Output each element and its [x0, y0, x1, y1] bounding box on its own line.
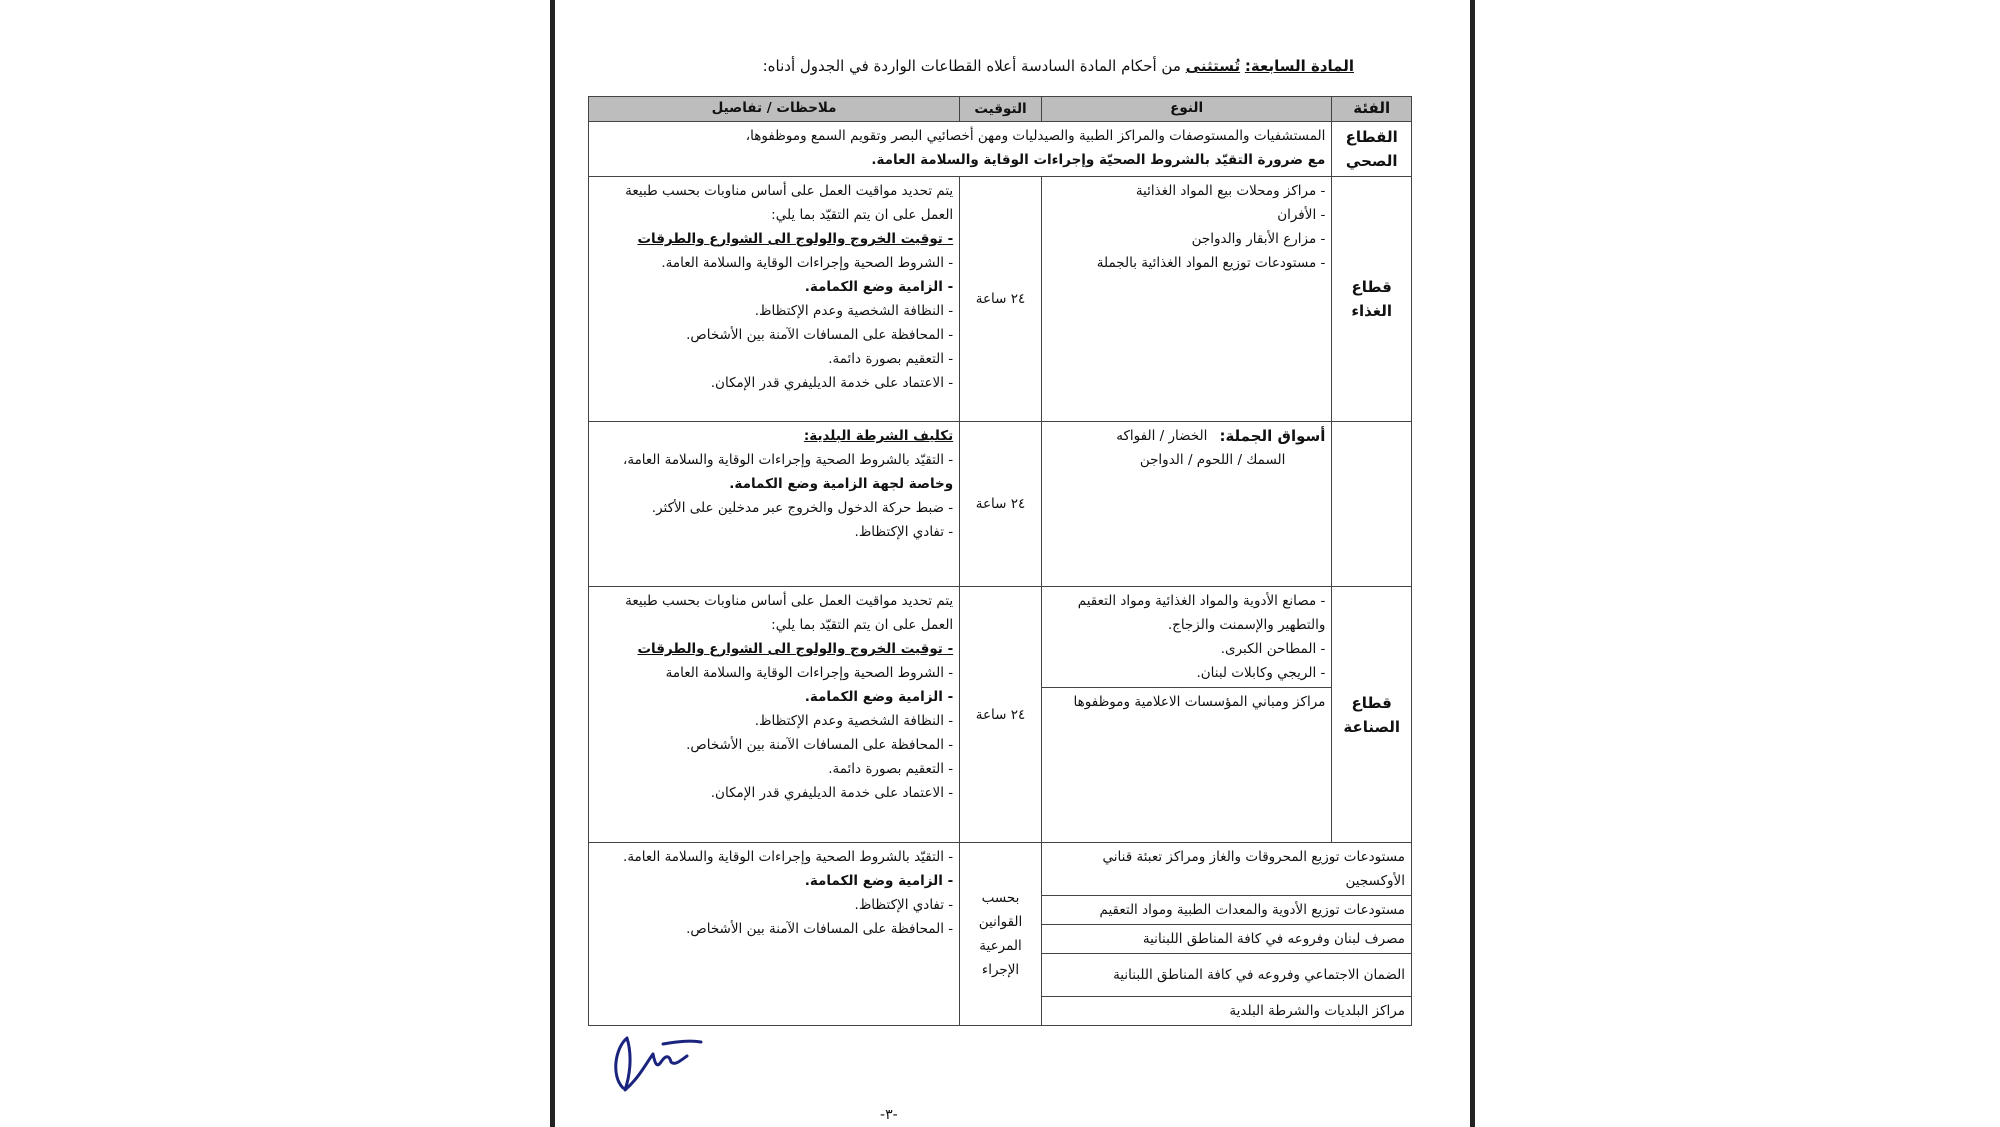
wholesale-note-1b: وخاصة لجهة الزامية وضع الكمامة.	[729, 476, 954, 492]
list-item: - الاعتماد على خدمة الديليفري قدر الإمكان.	[595, 371, 953, 395]
table-row	[589, 122, 1412, 177]
wholesale-line-2: السمك / اللحوم / الدواجن	[1139, 452, 1286, 468]
industry-types	[1041, 587, 1332, 688]
table-row	[589, 177, 1412, 422]
list-item: - مزارع الأبقار والدواجن	[1048, 227, 1326, 251]
list-item: - تفادي الإكتظاظ.	[595, 520, 953, 544]
list-item: - الأفران	[1048, 203, 1326, 227]
list-item: - تفادي الإكتظاظ.	[595, 893, 953, 917]
list-item: - الشروط الصحية وإجراءات الوقاية والسلامة العامة	[595, 661, 953, 685]
wholesale-note-1a: التقيّد بالشروط الصحية وإجراءات الوقاية والسلامة العامة،	[622, 452, 945, 468]
article-heading	[763, 56, 1354, 76]
list-item: - مراكز ومحلات بيع المواد الغذائية	[1048, 179, 1326, 203]
wholesale-category-empty	[1332, 422, 1412, 587]
list-item: - الشروط الصحية وإجراءات الوقاية والسلامة العامة.	[595, 251, 953, 275]
header-notes: ملاحظات / تفاصيل	[589, 97, 960, 122]
list-item: - النظافة الشخصية وعدم الإكتظاظ.	[595, 709, 953, 733]
table-row	[589, 422, 1412, 587]
list-item: - المحافظة على المسافات الآمنة بين الأشخاص.	[595, 917, 953, 941]
list-item: - توقيت الخروج والولوج الى الشوارع والطرقات	[595, 227, 953, 251]
list-item: - الزامية وضع الكمامة.	[595, 685, 953, 709]
document-page	[550, 0, 1475, 1127]
header-timing: التوقيت	[960, 97, 1042, 122]
industry-category: قطاع الصناعة	[1332, 587, 1412, 843]
food-types	[1041, 177, 1332, 422]
wholesale-timing: ٢٤ ساعة	[960, 422, 1042, 587]
list-item: - التعقيم بصورة دائمة.	[595, 757, 953, 781]
article-text: من أحكام المادة السادسة أعلاه القطاعات الواردة في الجدول أدناه:	[762, 57, 1181, 75]
list-item: - المحافظة على المسافات الآمنة بين الأشخاص.	[595, 323, 953, 347]
industry-notes-intro: يتم تحديد مواقيت العمل على أساس مناوبات بحسب طبيعة العمل على ان يتم التقيّد بما يلي:	[625, 593, 954, 633]
food-notes-intro: يتم تحديد مواقيت العمل على أساس مناوبات بحسب طبيعة العمل على ان يتم التقيّد بما يلي:	[625, 183, 954, 223]
wholesale-notes-heading: تكليف الشرطة البلدية:	[803, 428, 954, 444]
list-item: - الاعتماد على خدمة الديليفري قدر الإمكان.	[595, 781, 953, 805]
list-item: - توقيت الخروج والولوج الى الشوارع والطرقات	[595, 637, 953, 661]
others-notes	[589, 843, 960, 1026]
wholesale-line-1: الخضار / الفواكه	[1116, 428, 1208, 444]
wholesale-notes	[589, 422, 960, 587]
list-item: - ضبط حركة الدخول والخروج عبر مدخلين على الأكثر.	[595, 496, 953, 520]
list-item: - النظافة الشخصية وعدم الإكتظاظ.	[595, 299, 953, 323]
health-category: القطاع الصحي	[1332, 122, 1412, 177]
others-timing: بحسب القوانين المرعية الإجراء	[960, 843, 1042, 1026]
others-row-4: الضمان الاجتماعي وفروعه في كافة المناطق اللبنانية	[1041, 954, 1411, 997]
health-line-2: مع ضرورة التقيّد بالشروط الصحيّة وإجراءات الوقاية والسلامة العامة.	[871, 152, 1326, 168]
wholesale-title: أسواق الجملة:	[1219, 427, 1326, 445]
table-row	[589, 843, 1412, 896]
exceptions-table	[588, 96, 1412, 1026]
signature-icon	[605, 1018, 715, 1098]
list-item: - الزامية وضع الكمامة.	[595, 275, 953, 299]
food-timing: ٢٤ ساعة	[960, 177, 1042, 422]
list-item	[595, 448, 953, 496]
list-item: - التعقيم بصورة دائمة.	[595, 347, 953, 371]
health-details	[589, 122, 1332, 177]
industry-timing: ٢٤ ساعة	[960, 587, 1042, 843]
list-item: - التقيّد بالشروط الصحية وإجراءات الوقاية والسلامة العامة.	[595, 845, 953, 869]
health-line-1: المستشفيات والمستوصفات والمراكز الطبية والصيدليات ومهن أخصائيي البصر وتقويم السمع وموظفوها،	[745, 128, 1326, 144]
media-type: مراكز ومباني المؤسسات الاعلامية وموظفوها	[1041, 688, 1332, 843]
list-item: - الزامية وضع الكمامة.	[595, 869, 953, 893]
others-row-1: مستودعات توزيع المحروقات والغاز ومراكز تعبئة قناني الأوكسجين	[1041, 843, 1411, 896]
others-row-5: مراكز البلديات والشرطة البلدية	[1041, 997, 1411, 1026]
header-type: النوع	[1041, 97, 1332, 122]
list-item: - مستودعات توزيع المواد الغذائية بالجملة	[1048, 251, 1326, 275]
list-item: - المطاحن الكبرى.	[1048, 637, 1326, 661]
others-row-3: مصرف لبنان وفروعه في كافة المناطق اللبنانية	[1041, 925, 1411, 954]
list-item: - مصانع الأدوية والمواد الغذائية ومواد التعقيم والتطهير والإسمنت والزجاج.	[1048, 589, 1326, 637]
industry-notes	[589, 587, 960, 843]
food-category: قطاع الغذاء	[1332, 177, 1412, 422]
list-item: - المحافظة على المسافات الآمنة بين الأشخاص.	[595, 733, 953, 757]
table-header-row	[589, 97, 1412, 122]
list-item: - الريجي وكابلات لبنان.	[1048, 661, 1326, 685]
wholesale-types	[1041, 422, 1332, 587]
table-row	[589, 587, 1412, 688]
header-category: الفئة	[1332, 97, 1412, 122]
others-row-2: مستودعات توزيع الأدوية والمعدات الطبية ومواد التعقيم	[1041, 896, 1411, 925]
food-notes	[589, 177, 960, 422]
article-label: المادة السابعة:	[1244, 57, 1354, 75]
exception-word: تُستثنى	[1185, 57, 1241, 75]
page-number: -٣-	[880, 1107, 898, 1123]
